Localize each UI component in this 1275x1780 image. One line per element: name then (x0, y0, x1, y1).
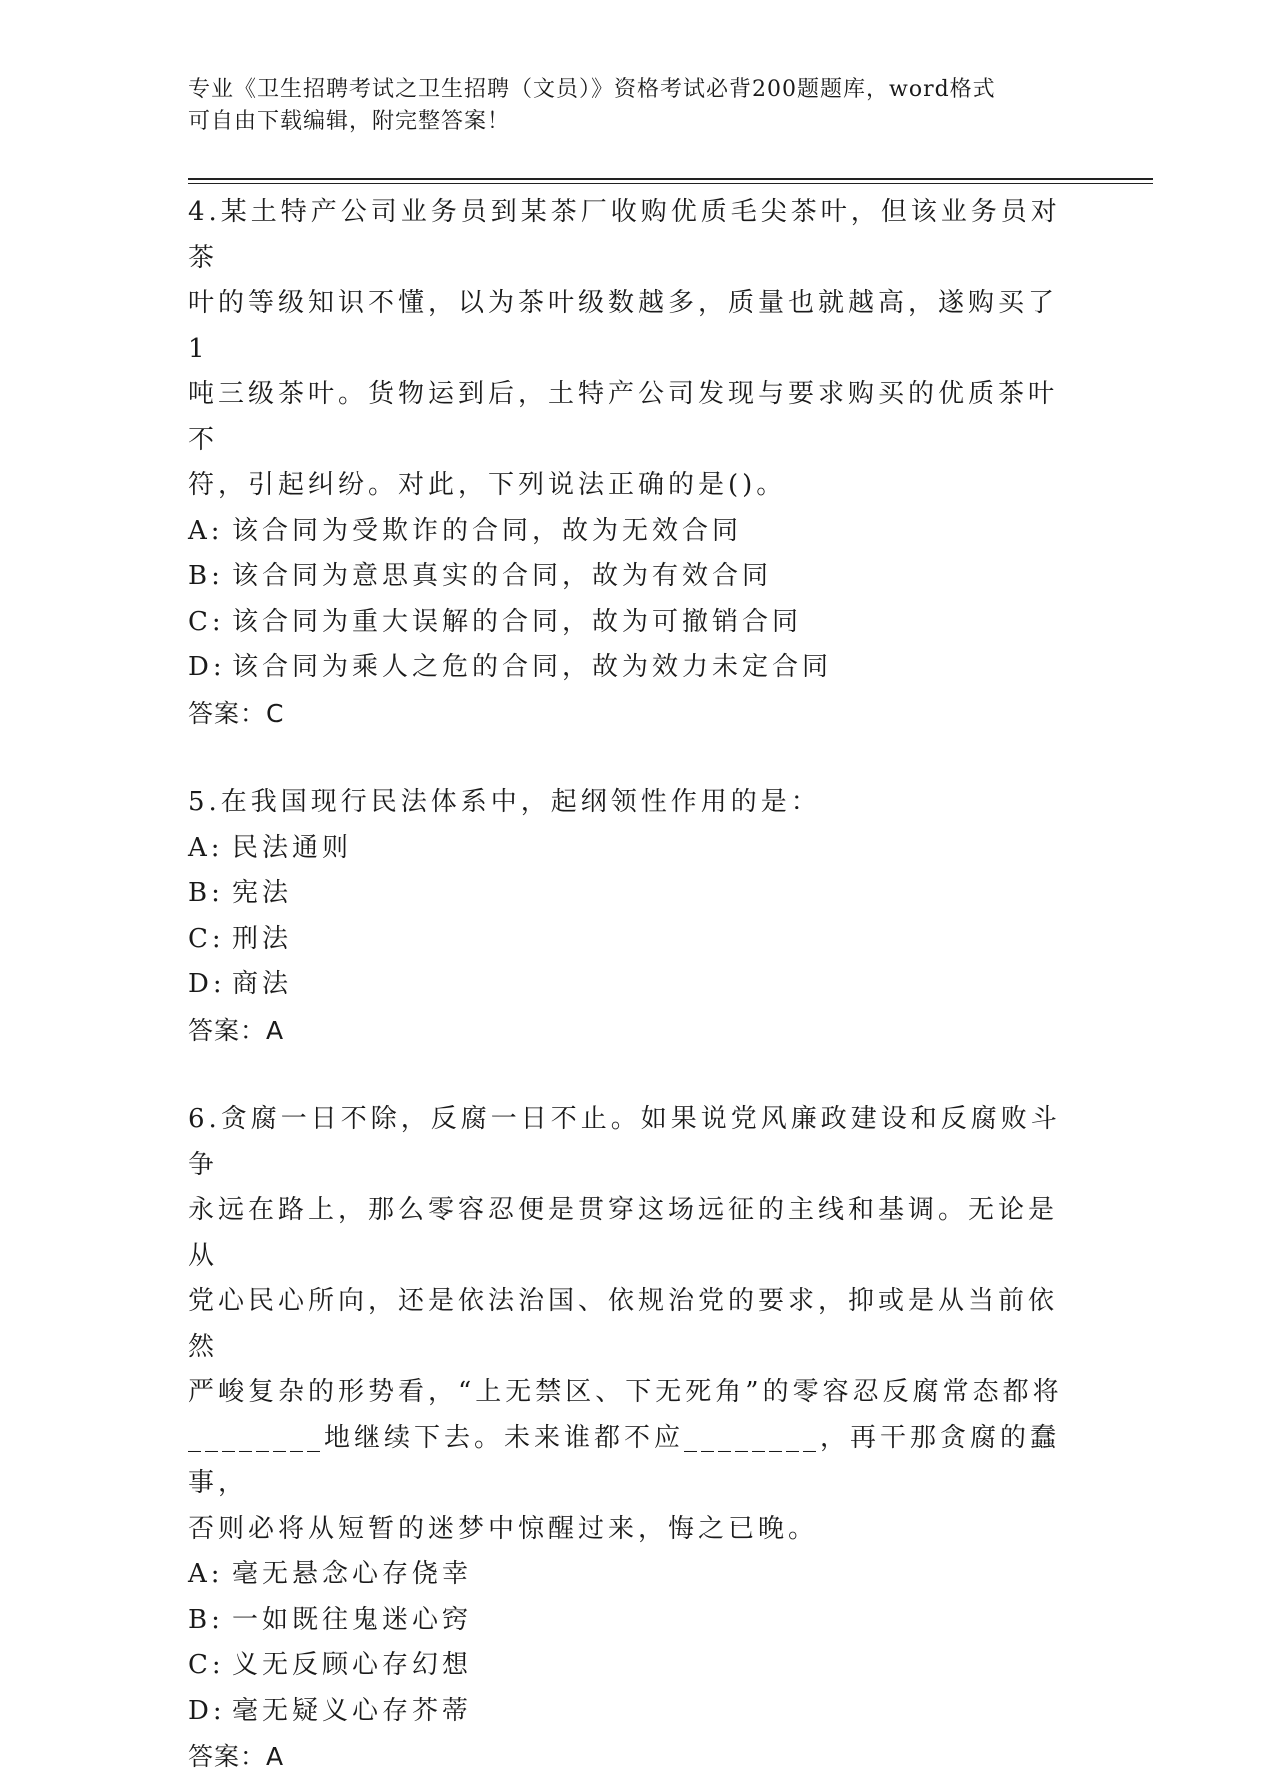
option-text: 该合同为意思真实的合同，故为有效合同 (232, 561, 773, 591)
option-text: 毫无疑义心存芥蒂 (232, 1695, 473, 1726)
header-line-2: 可自由下载编辑，附完整答案！ (188, 109, 511, 134)
option-b (188, 871, 1068, 917)
answer-line: 答案：A (188, 1015, 285, 1045)
question-6 (188, 1097, 1068, 1780)
option-key: B: (188, 561, 224, 591)
answer-line: 答案：A (188, 1742, 285, 1771)
option-c (188, 600, 1068, 646)
question-stem-line: 严峻复杂的形势看，“上无禁区、下无死角”的零容忍反腐常态都将 (188, 1377, 1063, 1407)
option-d (188, 962, 1068, 1008)
question-list (188, 190, 1068, 1780)
question-stem-line: 叶的等级知识不懂，以为茶叶级数越多，质量也就越高，遂购买了1 (188, 288, 1059, 364)
question-stem-line: 党心民心所向，还是依法治国、依规治党的要求，抑或是从当前依然 (188, 1286, 1059, 1362)
option-key: B: (188, 1604, 224, 1635)
question-stem-line: 6.贪腐一日不除，反腐一日不止。如果说党风廉政建设和反腐败斗争 (188, 1104, 1061, 1180)
option-text: 毫无悬念心存侥幸 (232, 1559, 473, 1589)
document-header (188, 74, 1068, 138)
header-divider-thin (188, 183, 1153, 184)
option-key: B: (188, 878, 224, 908)
option-b (188, 1598, 1068, 1644)
option-key: C: (188, 923, 225, 954)
option-a (188, 1552, 1068, 1598)
header-line-1: 专业《卫生招聘考试之卫生招聘（文员）》资格考试必背200题题库，word格式 (188, 77, 996, 102)
option-text: 该合同为受欺诈的合同，故为无效合同 (232, 515, 743, 546)
option-text: 一如既往鬼迷心窍 (232, 1604, 473, 1635)
option-d (188, 645, 1068, 691)
option-a (188, 826, 1068, 872)
option-key: A: (188, 832, 224, 863)
option-c (188, 917, 1068, 963)
option-b (188, 554, 1068, 600)
question-stem-line: 4.某土特产公司业务员到某茶厂收购优质毛尖茶叶，但该业务员对茶 (188, 197, 1061, 273)
option-d (188, 1689, 1068, 1735)
question-stem-line: 5.在我国现行民法体系中，起纲领性作用的是： (188, 787, 821, 817)
option-key: C: (188, 1650, 225, 1680)
question-stem-line: 永远在路上，那么零容忍便是贯穿这场远征的主线和基调。无论是从 (188, 1195, 1059, 1271)
option-text: 商法 (232, 969, 293, 999)
option-text: 民法通则 (232, 832, 353, 863)
answer-line: 答案：C (188, 698, 285, 728)
option-key: A: (188, 515, 224, 546)
question-4 (188, 190, 1068, 736)
option-text: 该合同为乘人之危的合同，故为效力未定合同 (232, 652, 833, 682)
question-stem-line: 否则必将从短暂的迷梦中惊醒过来，悔之已晚。 (188, 1513, 819, 1544)
option-key: C: (188, 606, 225, 637)
option-key: D: (188, 969, 226, 999)
spacer (188, 736, 1068, 780)
question-5 (188, 780, 1068, 1053)
header-divider-thick (188, 178, 1153, 180)
option-a (188, 509, 1068, 555)
option-key: A: (188, 1559, 224, 1589)
option-text: 宪法 (232, 878, 293, 908)
spacer (188, 1053, 1068, 1097)
question-stem-line: 符，引起纠纷。对此，下列说法正确的是()。 (188, 470, 787, 500)
option-text: 该合同为重大误解的合同，故为可撤销合同 (232, 606, 803, 637)
option-text: 刑法 (232, 923, 293, 954)
question-stem-line: 吨三级茶叶。货物运到后，土特产公司发现与要求购买的优质茶叶不 (188, 379, 1059, 455)
option-key: D: (188, 1695, 226, 1726)
option-text: 义无反顾心存幻想 (232, 1650, 473, 1680)
option-key: D: (188, 652, 226, 682)
question-stem-line: ________地继续下去。未来谁都不应________，再干那贪腐的蠢事， (188, 1422, 1061, 1498)
